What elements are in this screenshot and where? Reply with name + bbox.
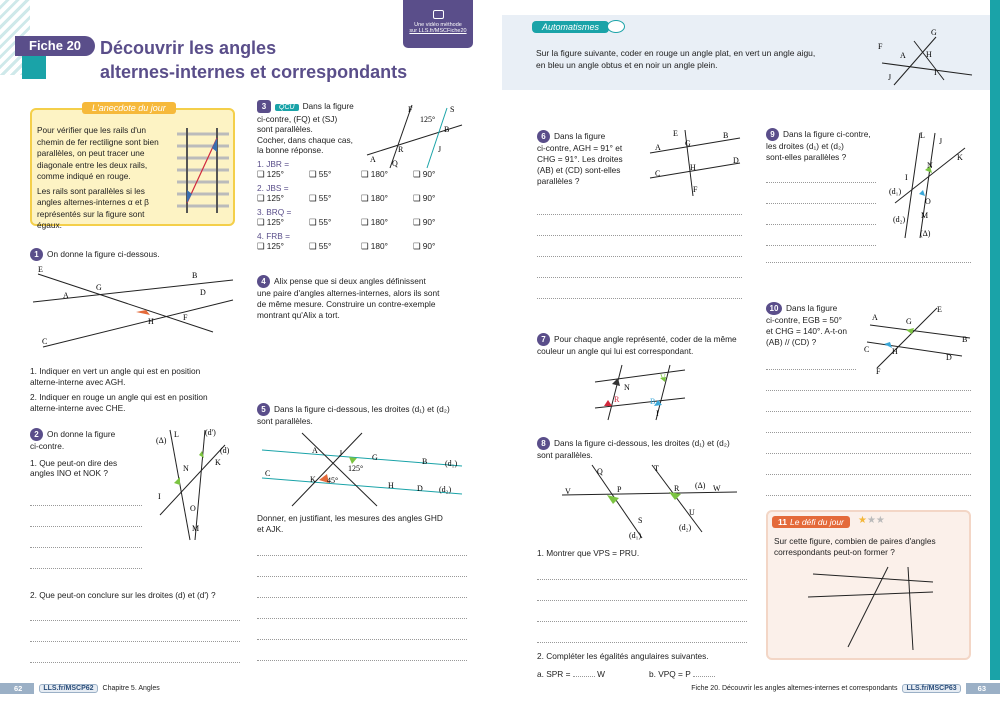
ex3-q: 4. FRB = [257,230,290,241]
ex8-q2: 2. Compléter les égalités angulaires suivantes. [537,651,709,661]
svg-text:M: M [921,211,929,220]
answer-line[interactable] [537,628,747,643]
ex9-number: 9 [766,128,779,141]
ex3-l2: ci-contre, (FQ) et (SJ) [257,113,338,124]
ex6-line: (AB) et (CD) sont-elles [537,165,621,175]
fiche-badge: Fiche 20 [15,36,95,56]
ex1-q1: 1. Indiquer en vert un angle qui est en position [30,366,201,376]
ex8-equalities [537,668,747,680]
svg-text:(Δ): (Δ) [156,436,167,445]
svg-text:(Δ): (Δ) [920,229,931,238]
option[interactable]: ❑ 125° [257,217,284,227]
ex3-l4: Cocher, dans chaque cas, [257,134,353,145]
svg-text:F: F [408,105,413,114]
ex2-l1: On donne la figure [47,429,116,439]
corner-logo [22,55,46,79]
auto-line-1: Sur la figure suivante, coder en rouge un angle plat, en vert un angle aigu, [536,48,816,58]
exercise-9 [766,128,896,163]
footer-fiche-title: Fiche 20. Découvrir les angles alternes-internes et correspondants [691,684,898,692]
svg-text:D: D [200,288,206,297]
defi-label [772,516,850,528]
automatismes-label: Automatismes [532,21,609,33]
title-line-1: Découvrir les angles [100,38,277,58]
ex8-b: b. VPQ = P [649,669,691,679]
ex9-line: les droites (d₁) et (d₂) [766,141,844,151]
ex6-line: Dans la figure [554,131,606,141]
ex3-options[interactable] [257,193,467,204]
ex9-answer-full [766,248,971,263]
svg-text:(Δ): (Δ) [695,481,706,490]
svg-text:R: R [614,395,620,404]
ex8-a: a. SPR = [537,669,571,679]
ex1-questions [30,366,240,414]
svg-text:B: B [192,271,198,280]
svg-text:H: H [148,317,154,326]
answer-line[interactable] [30,606,240,621]
ex11-figure [808,562,938,657]
svg-text:O: O [925,197,931,206]
answer-line[interactable] [766,439,971,454]
answer-line[interactable] [766,460,971,475]
svg-text:J: J [939,137,943,146]
ex2-number: 2 [30,428,43,441]
answer-line[interactable] [257,604,467,619]
ex10-line: Dans la figure [786,303,838,313]
svg-text:I: I [905,173,908,182]
option[interactable]: ❑ 90° [413,169,436,179]
svg-text:I: I [158,492,161,501]
option[interactable]: ❑ 180° [361,169,388,179]
answer-line[interactable] [537,263,742,278]
svg-text:B: B [723,131,729,140]
ex5-l2: sont parallèles. [257,416,313,426]
answer-line[interactable] [257,625,467,640]
ex1-stem [30,248,240,261]
automatismes-text [536,47,815,71]
svg-text:P: P [617,485,622,494]
svg-text:W: W [713,484,721,493]
svg-text:(d₁): (d₁) [629,531,642,540]
automatismes-box [502,15,990,90]
ex7-l2: couleur un angle qui lui est correspondant. [537,346,694,356]
ex11-text [774,536,936,558]
svg-text:E: E [673,129,678,138]
exercise-11-defi [766,510,971,660]
qcu-badge: QCU [275,104,299,111]
ex10-answers [766,355,971,496]
svg-text:R: R [674,484,680,493]
anecdote-line: chemin de fer rectiligne sont bien [37,136,159,147]
ex4-line: montrant qu'Alix a tort. [257,310,340,320]
svg-text:H: H [388,481,394,490]
option[interactable]: ❑ 55° [309,169,332,179]
ex2-q2 [30,590,240,663]
anecdote-line: diagonale entre les deux rails, [37,159,148,170]
ex3-q: 2. JBS = [257,182,289,193]
svg-text:U: U [689,508,695,517]
ex3-l3: sont parallèles. [257,124,313,134]
svg-text:(d'): (d') [205,428,216,437]
footer-left-link[interactable]: LLS.fr/MSCP62 [39,684,97,693]
ex5-l4: et AJK. [257,524,284,534]
answer-line[interactable] [537,565,747,580]
ex8-l1: Dans la figure ci-dessous, les droites (d₁) et (d₂) [554,438,730,448]
ex8-figure [537,460,747,540]
answer-line[interactable] [766,418,971,433]
ex6-line: ci-contre, AGH = 91° et [537,143,623,153]
exercise-6 [537,130,637,187]
svg-text:125°: 125° [420,115,436,124]
anecdote-line: angles alternes-internes α et β [37,197,149,207]
svg-text:(d₁): (d₁) [445,459,458,468]
ex2-q2-text: 2. Que peut-on conclure sur les droites (d) et (d') ? [30,590,216,600]
svg-text:A: A [900,51,906,60]
auto-line-2: en bleu un angle obtus et en noir un angle plein. [536,60,718,70]
svg-text:D: D [417,484,423,493]
video-badge[interactable] [403,0,473,48]
svg-text:A: A [312,446,318,455]
svg-text:A: A [63,291,69,300]
exercise-8 [537,437,747,461]
footer-right-link[interactable]: LLS.fr/MSCP63 [902,684,960,693]
svg-text:J: J [339,449,343,458]
svg-text:L: L [174,430,179,439]
exercise-2 [30,428,142,569]
answer-line[interactable] [257,646,467,661]
answer-line[interactable] [766,397,971,412]
svg-text:N: N [927,161,933,170]
option[interactable]: ❑ 55° [309,193,332,203]
option[interactable]: ❑ 90° [413,241,436,251]
option[interactable]: ❑ 125° [257,193,284,203]
ex1-number: 1 [30,248,43,261]
svg-text:G: G [931,28,937,37]
ex9-figure [885,128,975,243]
svg-text:G: G [906,317,912,326]
anecdote-line: comme indiqué en rouge. [37,171,131,181]
svg-text:R: R [398,145,404,154]
svg-text:S: S [638,516,643,525]
svg-text:45°: 45° [327,476,339,485]
auto-figure [874,25,984,87]
svg-text:D: D [946,353,952,362]
ex11-l1: Sur cette figure, combien de paires d'angles [774,536,936,546]
ex2-q1b: angles INO et NOK ? [30,468,108,478]
svg-text:(d₂): (d₂) [679,523,692,532]
answer-line[interactable] [537,284,742,299]
ex11-l2: correspondants peut-on former ? [774,547,895,557]
answer-line[interactable] [766,189,876,204]
option[interactable]: ❑ 90° [413,217,436,227]
exercise-5 [257,403,467,427]
anecdote-box [30,103,235,230]
ex6-figure [645,128,745,198]
ex7-figure [590,360,690,422]
svg-text:G: G [685,139,691,148]
answer-line[interactable] [30,627,240,642]
ex10-line: (AB) // (CD) ? [766,337,817,347]
svg-text:N: N [183,464,189,473]
ex4-number: 4 [257,275,270,288]
option[interactable]: ❑ 125° [257,169,284,179]
video-icon [433,10,444,19]
star-icons: ★★★ [858,515,885,526]
ex3-options[interactable] [257,217,467,228]
svg-text:I: I [934,68,937,77]
title-line-2: alternes-internes et correspondants [100,62,408,82]
answer-line[interactable] [257,583,467,598]
svg-text:I: I [656,409,659,418]
svg-text:J: J [888,73,892,82]
svg-text:B: B [650,397,656,406]
brain-icon [607,20,625,33]
answer-line[interactable] [30,554,142,569]
ex3-number: 3 [257,100,271,113]
svg-text:H: H [892,347,898,356]
svg-text:F: F [183,313,188,322]
option[interactable]: ❑ 125° [257,241,284,251]
svg-text:V: V [565,487,571,496]
ex1-q2b: alterne-interne avec CHE. [30,403,126,413]
ex8-questions [537,548,747,680]
anecdote-label: L'anecdote du jour [82,102,176,114]
exercise-7 [537,333,747,357]
svg-text:G: G [372,453,378,462]
video-link[interactable]: sur LLS.fr/MSCFiche20 [409,28,467,34]
svg-text:(d₂): (d₂) [893,215,906,224]
ex8-b-blank[interactable] [693,668,715,677]
svg-text:G: G [96,283,102,292]
ex9-line: Dans la figure ci-contre, [783,129,871,139]
svg-text:(d₂): (d₂) [439,485,452,494]
answer-line[interactable] [257,541,467,556]
ex3-l1: Dans la figure [302,101,354,111]
anecdote-line: Les rails sont parallèles si les [37,185,145,196]
option[interactable]: ❑ 55° [309,241,332,251]
ex5-number: 5 [257,403,270,416]
svg-text:K: K [957,153,963,162]
answer-line[interactable] [537,607,747,622]
defi-label-text: Le défi du jour [790,517,844,527]
svg-text:O: O [190,504,196,513]
answer-line[interactable] [766,210,876,225]
ex9-answers [766,168,876,246]
svg-text:H: H [690,163,696,172]
svg-text:D: D [733,156,739,165]
svg-text:M: M [192,524,200,533]
ex6-line: CHG = 91°. Les droites [537,154,623,164]
right-edge-bar [990,0,1000,680]
option[interactable]: ❑ 180° [361,193,388,203]
ex8-a-end: W [597,669,605,679]
svg-text:V: V [660,373,666,382]
page-number-left: 62 [0,683,34,694]
svg-text:A: A [370,155,376,164]
ex3-q: 1. JBR = [257,158,290,169]
page-title [100,36,407,84]
svg-text:E: E [38,265,43,274]
ex10-line: ci-contre, EGB = 50° [766,315,842,325]
footer-chapter: Chapitre 5. Angles [102,684,160,692]
anecdote-line: Pour vérifier que les rails d'un [37,125,147,135]
answer-line[interactable] [257,562,467,577]
svg-text:125°: 125° [348,464,364,473]
answer-line[interactable] [30,512,142,527]
answer-line[interactable] [537,200,742,215]
ex3-q: 3. BRQ = [257,206,292,217]
option[interactable]: ❑ 55° [309,217,332,227]
svg-text:K: K [310,475,316,484]
ex4-line: une paire d'angles alternes-internes, alors ils sont [257,288,440,298]
svg-text:E: E [937,305,942,314]
ex3-options[interactable] [257,169,467,180]
ex7-l1: Pour chaque angle représenté, coder de la même [554,334,737,344]
answer-line[interactable] [30,533,142,548]
ex8-q1: 1. Montrer que VPS = PRU. [537,548,640,558]
ex9-line: sont-elles parallèles ? [766,152,847,162]
ex8-a-blank[interactable] [573,668,595,677]
ex2-q1: 1. Que peut-on dire des [30,457,118,468]
exercise-4 [257,275,467,321]
svg-text:B: B [962,335,968,344]
ex1-q2: 2. Indiquer en rouge un angle qui est en position [30,392,208,402]
ex7-number: 7 [537,333,550,346]
ex4-line: Alix pense que si deux angles définissent [274,276,426,286]
svg-text:B: B [422,457,428,466]
ex10-line: et CHG = 140°. A-t-on [766,326,848,336]
anecdote-line: parallèles, on peut tracer une [37,148,145,158]
ex5-figure [257,428,467,508]
exercise-10 [766,302,866,348]
ex4-line: de même mesure. Construire un contre-exemple [257,299,436,309]
answer-line[interactable] [766,168,876,183]
footer-right [691,682,1000,694]
svg-text:C: C [265,469,271,478]
exercise-1 [30,248,240,261]
answer-line[interactable] [766,231,876,246]
ex5-question [257,513,467,661]
video-line-1: Une vidéo méthode [414,22,462,28]
ex6-number: 6 [537,130,550,143]
answer-line[interactable] [537,242,742,257]
answer-line[interactable] [537,586,747,601]
svg-text:(d₁): (d₁) [889,187,902,196]
ex8-l2: sont parallèles. [537,450,593,460]
answer-line[interactable] [30,648,240,663]
footer-left [0,682,160,694]
ex1-text: On donne la figure ci-dessous. [47,249,160,259]
answer-line[interactable] [766,376,971,391]
svg-text:L: L [920,131,925,140]
svg-text:F: F [878,42,883,51]
ex1-q1b: alterne-interne avec AGH. [30,377,126,387]
answer-line[interactable] [537,221,742,236]
page-number-right: 63 [966,683,1000,694]
answer-line[interactable] [766,248,971,263]
ex2-l2: ci-contre. [30,441,65,451]
svg-text:S: S [450,105,455,114]
svg-text:B: B [444,125,450,134]
anecdote-line: représentés sur la figure sont [37,208,145,219]
ex6-answers [537,200,742,299]
option[interactable]: ❑ 180° [361,217,388,227]
svg-text:N: N [624,383,630,392]
ex5-l3: Donner, en justifiant, les mesures des angles GHD [257,513,443,523]
option[interactable]: ❑ 90° [413,193,436,203]
svg-text:J: J [438,145,442,154]
ex10-number: 10 [766,302,782,315]
answer-line[interactable] [766,355,856,370]
ex1-figure [28,262,238,352]
ex3-options[interactable] [257,241,467,252]
svg-text:K: K [215,458,221,467]
svg-text:C: C [864,345,870,354]
answer-line[interactable] [30,491,142,506]
svg-text:Q: Q [597,467,603,476]
ex2-figure [150,425,245,545]
anecdote-text [37,125,177,232]
answer-line[interactable] [766,481,971,496]
ex6-line: parallèles ? [537,176,580,186]
ex3-l5: la bonne réponse. [257,145,324,155]
ex5-l1: Dans la figure ci-dessous, les droites (d₁) et (d₂) [274,404,450,414]
svg-text:A: A [655,143,661,152]
ex8-number: 8 [537,437,550,450]
anecdote-line: égaux. [37,220,62,230]
svg-text:(d): (d) [220,446,230,455]
svg-text:A: A [872,313,878,322]
ex11-number: 11 [778,517,787,527]
rail-figure [177,128,229,213]
option[interactable]: ❑ 180° [361,241,388,251]
ex3-items [257,159,467,252]
svg-text:F: F [876,367,881,375]
svg-text:C: C [42,337,48,346]
ex3-figure [362,100,467,170]
svg-text:F: F [693,185,698,194]
svg-text:C: C [655,169,661,178]
svg-text:Q: Q [392,159,398,168]
svg-text:T: T [654,464,659,473]
svg-text:H: H [926,50,932,59]
